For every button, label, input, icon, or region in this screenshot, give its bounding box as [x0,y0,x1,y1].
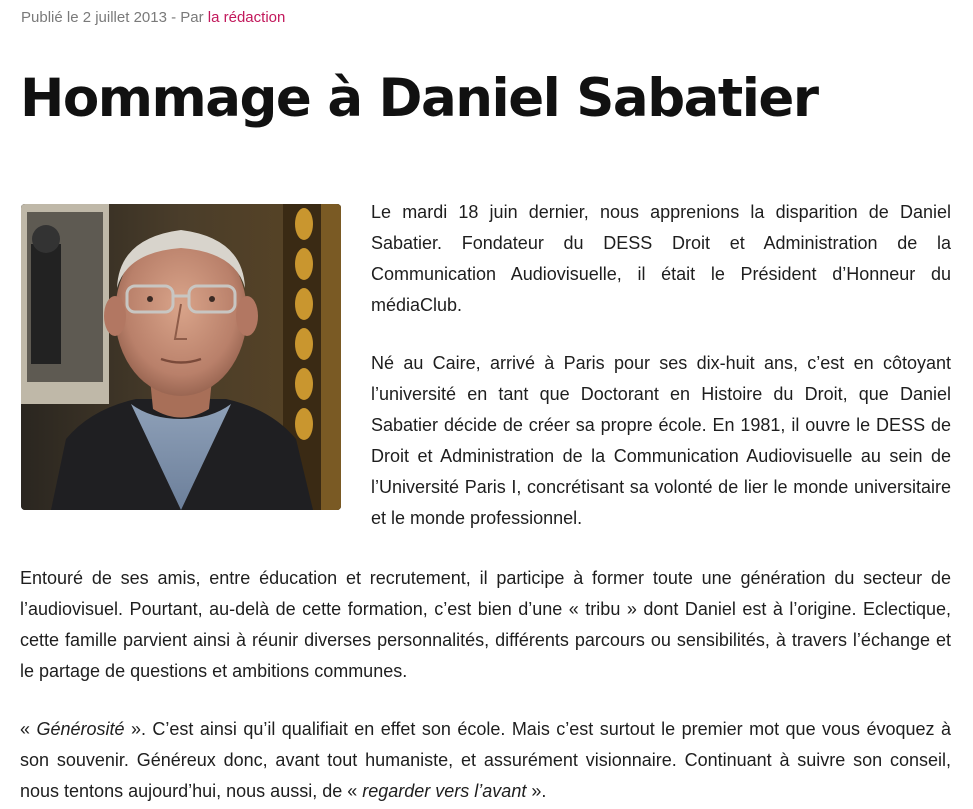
quote-open: « [20,719,37,739]
post-meta [21,9,285,26]
quote-regarder: regarder vers l’avant [362,781,527,801]
quote-generosite: Générosité [36,719,125,739]
author-link[interactable]: la rédaction [207,9,286,26]
published-date: Publié le 2 juillet 2013 - Par [21,9,208,26]
quote-close: ». [526,781,547,801]
paragraph-intro: Le mardi 18 juin dernier, nous apprenions la disparition de Daniel Sabatier. Fondateur du DESS Droit et Administration de la Communication Audiovisuelle, il était le Président d’Honneur du médiaClub. [371,202,951,315]
portrait-photo [21,204,341,510]
article-title: Hommage à Daniel Sabatier [20,68,818,129]
paragraph-generosity-body: ». C’est ainsi qu’il qualifiait en effet son école. Mais c’est surtout le premier mot que vous évoquez à son souvenir. Généreux donc, avant tout humaniste, et assurément visionnaire. Continuant à suivre son conseil, nous tentons aujourd’hui, nous aussi, de « [20,719,951,801]
paragraph-generosity [20,714,951,807]
paragraph-tribe: Entouré de ses amis, entre éducation et recrutement, il participe à former toute une génération du secteur de l’audiovisuel. Pourtant, au-delà de cette formation, c’est bien d’une « tribu » dont Daniel est à l’origine. Eclectique, cette famille parvient ainsi à réunir diverses personnalités, différents parcours ou sensibilités, à travers l’échange et le partage de questions et ambitions communes. [20,568,951,681]
paragraph-biography: Né au Caire, arrivé à Paris pour ses dix-huit ans, c’est en côtoyant l’université en tant que Doctorant en Histoire du Droit, que Daniel Sabatier décide de créer sa propre école. En 1981, il ouvre le DESS de Droit et Administration de la Communication Audiovisuelle au sein de l’Université Paris I, concrétisant sa volonté de lier le monde universitaire et le monde professionnel. [371,353,951,528]
